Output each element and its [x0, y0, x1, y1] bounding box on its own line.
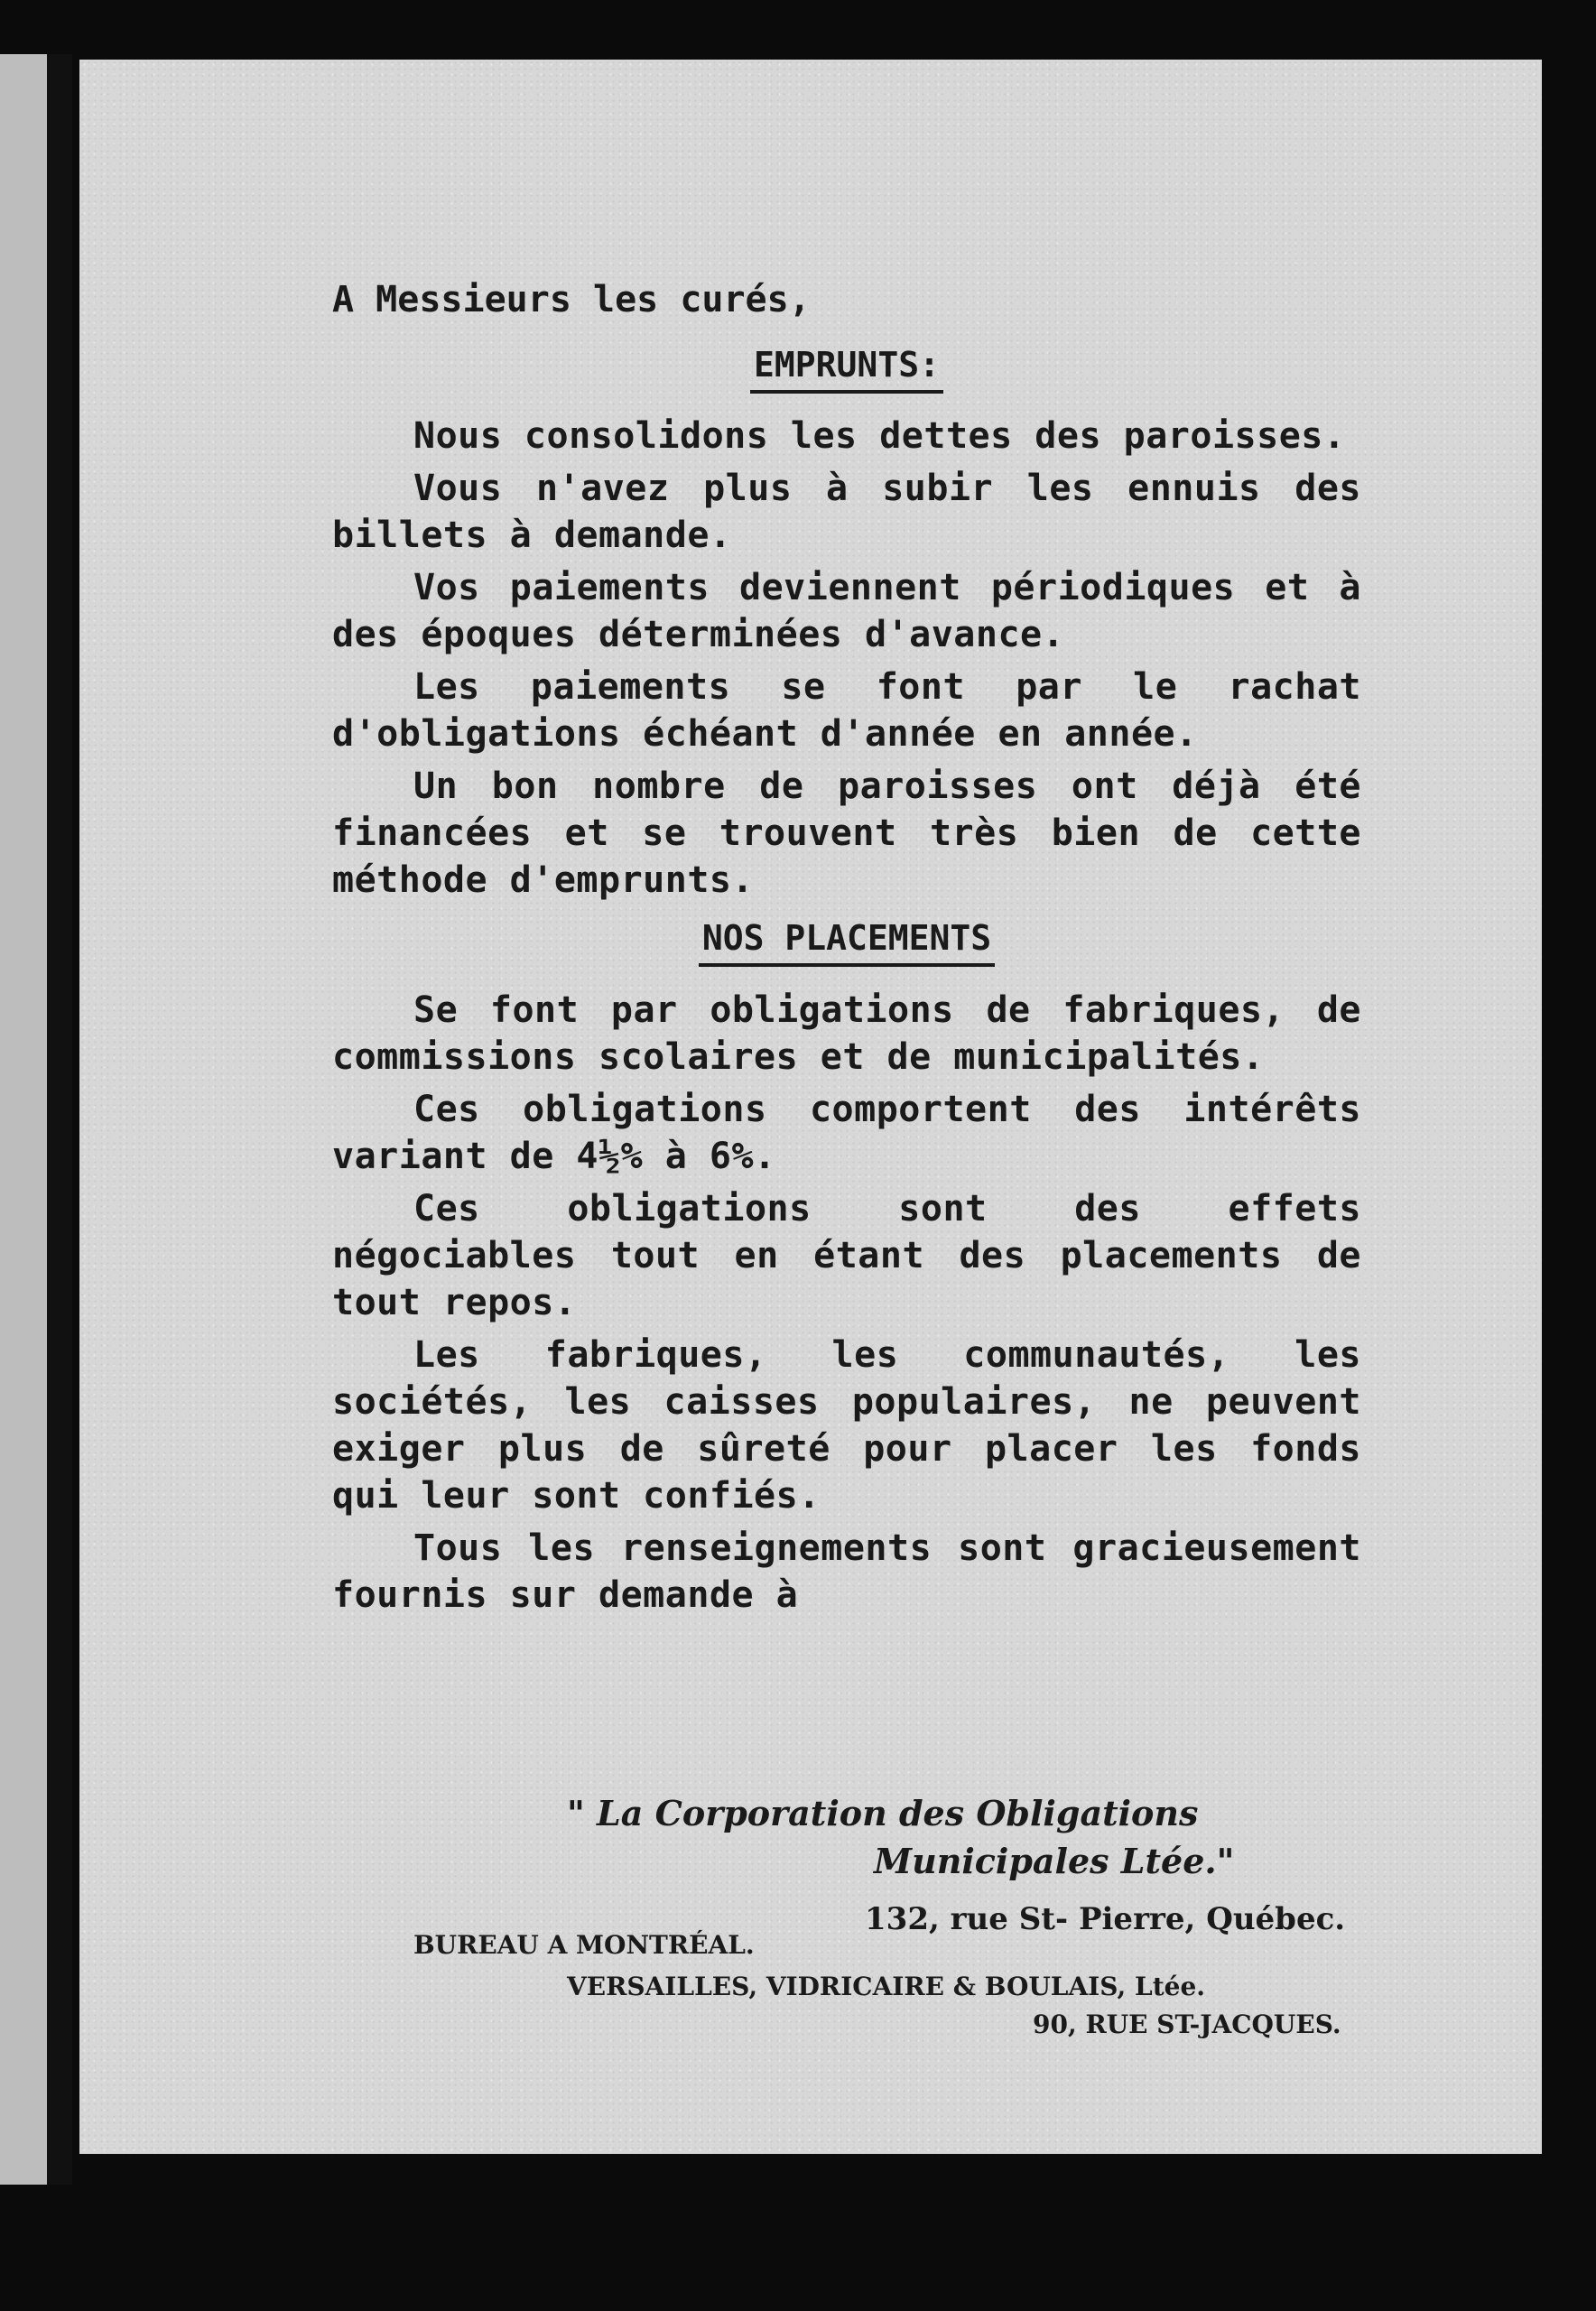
- branch-company: VERSAILLES, VIDRICAIRE & BOULAIS, Ltée.: [567, 1972, 1205, 2001]
- signature-line-1: " La Corporation des Obligations: [567, 1793, 1199, 1833]
- paragraph: Tous les renseignements sont gracieusement fournis sur demande à: [332, 1527, 1361, 1616]
- paragraph: Ces obligations comportent des intérêts variant de 4½% à 6%.: [332, 1088, 1361, 1177]
- branch-street: 90, RUE ST-JACQUES.: [1033, 2009, 1341, 2039]
- left-page-strip: [0, 54, 54, 2185]
- left-page-edge: [47, 54, 72, 2185]
- section-heading-emprunts: EMPRUNTS:: [332, 343, 1361, 387]
- paragraph: Un bon nombre de paroisses ont déjà été financées et se trouvent très bien de cette méthode d'emprunts.: [332, 766, 1361, 902]
- salutation: A Messieurs les curés,: [332, 279, 811, 320]
- paragraph: Nous consolidons les dettes des paroisses.: [413, 415, 1346, 458]
- paragraph: Se font par obligations de fabriques, de commissions scolaires et de municipalités.: [332, 988, 1361, 1078]
- paragraph: Ces obligations sont des effets négociables tout en étant des placements de tout repos.: [332, 1187, 1361, 1323]
- company-signature: [567, 1793, 1307, 1881]
- section-heading-placements: NOS PLACEMENTS: [332, 916, 1361, 961]
- company-address: 132, rue St- Pierre, Québec.: [865, 1901, 1346, 1937]
- paragraph: Vous n'avez plus à subir les ennuis des billets à demande.: [332, 468, 1361, 557]
- document-page: [79, 60, 1542, 2154]
- paragraph: Les fabriques, les communautés, les sociétés, les caisses populaires, ne peuvent exiger plus de sûreté pour placer les fonds qui leur sont confiés.: [332, 1333, 1361, 1517]
- paragraph: Vos paiements deviennent périodiques et à des époques déterminées d'avance.: [332, 567, 1361, 656]
- letter-body: [332, 276, 1361, 1624]
- paragraph: Les paiements se font par le rachat d'obligations échéant d'année en année.: [332, 666, 1361, 756]
- signature-line-2: Municipales Ltée.": [874, 1841, 1235, 1881]
- branch-label: BUREAU A MONTRÉAL.: [413, 1930, 755, 1960]
